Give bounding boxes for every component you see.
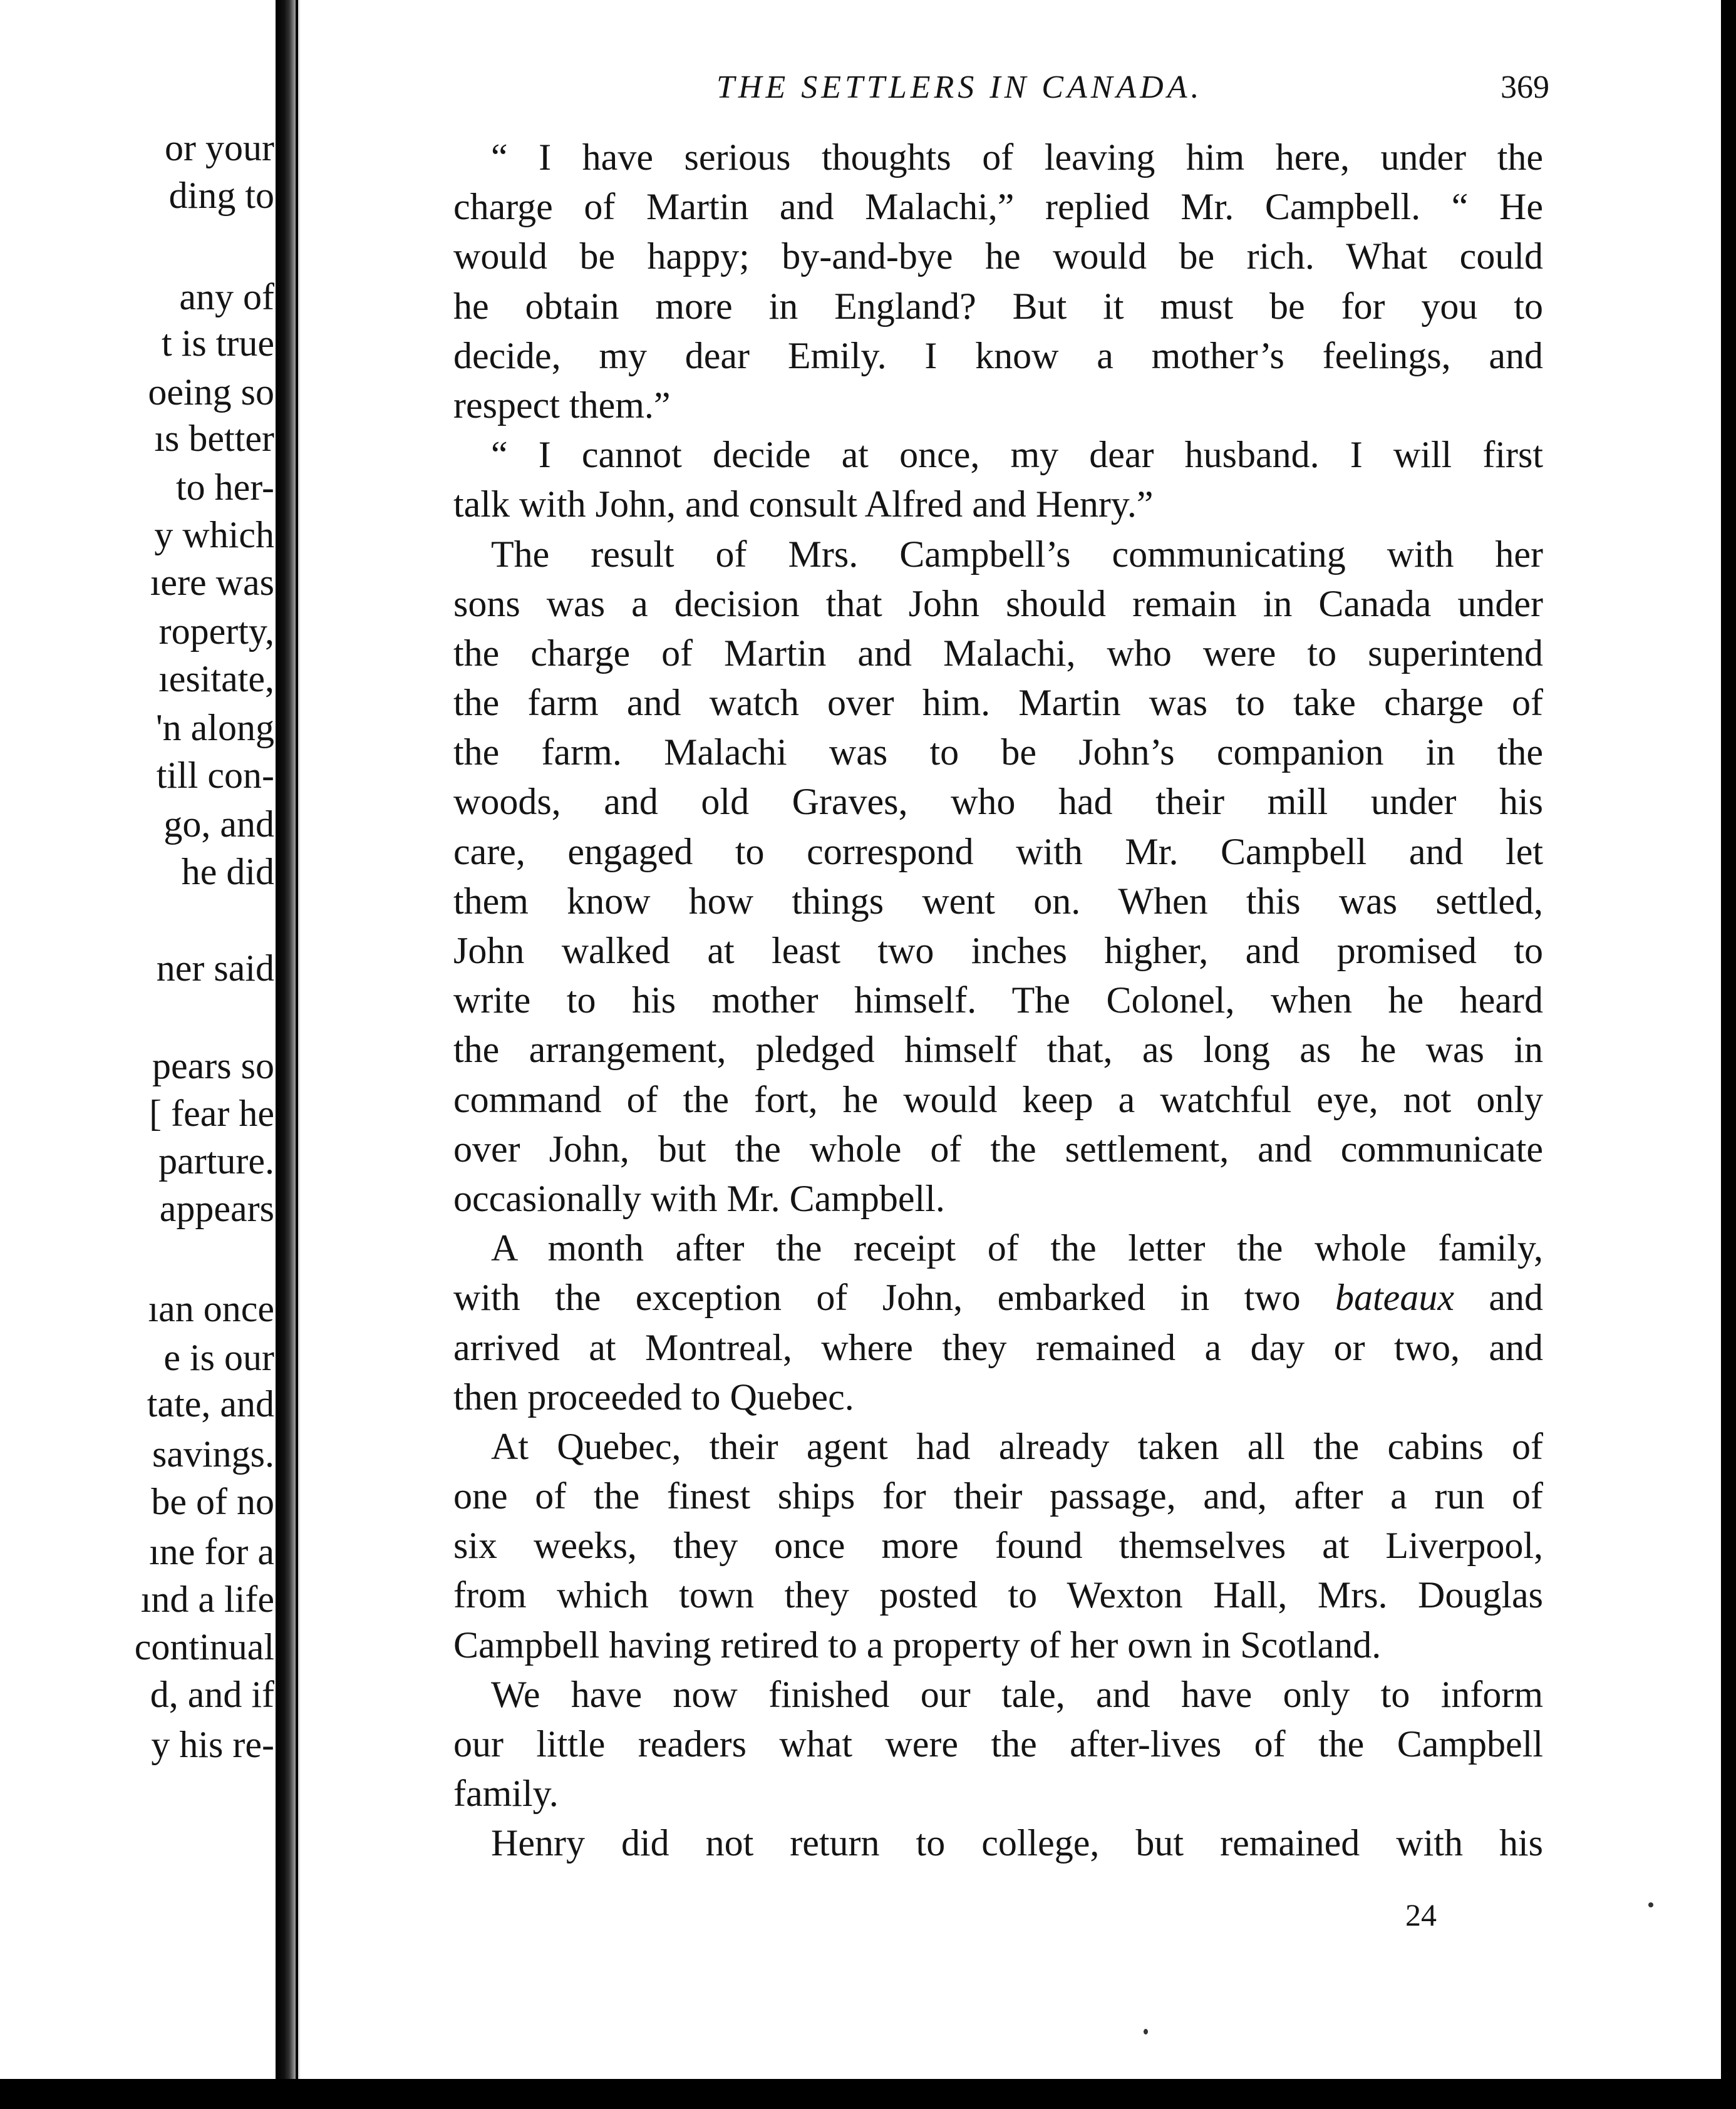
left-page-line: ıesitate, <box>158 658 274 699</box>
gutter-rule <box>296 0 298 2079</box>
left-page-line: d, and if <box>150 1674 274 1715</box>
running-title: THE SETTLERS IN CANADA. <box>716 70 1203 105</box>
print-speck <box>1648 1902 1653 1907</box>
left-page-line: 'n along <box>155 707 274 748</box>
left-page-line: oeing so <box>148 371 274 413</box>
left-page-line: pears so <box>152 1045 274 1086</box>
left-page-line: ıs better <box>154 418 274 459</box>
left-page-line: any of <box>179 276 274 317</box>
left-page-line: t is true <box>162 322 274 364</box>
text-line: with the exception of John, embarked in two bateaux and <box>453 1277 1543 1319</box>
text-line: Campbell having retired to a property of her own in Scotland. <box>453 1624 1382 1666</box>
left-page-line: ding to <box>168 175 274 216</box>
text-line: “ I cannot decide at once, my dear husband. I will first <box>491 434 1543 476</box>
text-line: six weeks, they once more found themselves at Liverpool, <box>453 1525 1543 1567</box>
left-page-line: ıere was <box>150 562 274 603</box>
text-line: would be happy; by-and-bye he would be rich. What could <box>453 235 1543 277</box>
left-page-line: e is our <box>163 1337 274 1378</box>
left-page-line: he did <box>181 851 274 892</box>
text-line: At Quebec, their agent had already taken all the cabins of <box>491 1425 1543 1467</box>
left-page-line: till con- <box>156 755 274 796</box>
text-line: one of the finest ships for their passage, and, after a run of <box>453 1475 1543 1517</box>
text-line: from which town they posted to Wexton Hall, Mrs. Douglas <box>453 1574 1543 1616</box>
text-line: Henry did not return to college, but remained with his <box>491 1822 1543 1864</box>
text-line: “ I have serious thoughts of leaving him here, under the <box>491 137 1543 178</box>
left-page-line: roperty, <box>158 611 274 652</box>
left-page-line: or your <box>165 127 274 168</box>
left-page-line: ıan once <box>148 1288 274 1329</box>
text-line: occasionally with Mr. Campbell. <box>453 1177 945 1219</box>
left-page-line: y which <box>154 514 274 555</box>
scan-edge-bottom <box>0 2079 1736 2109</box>
left-page-line: y his re- <box>151 1724 274 1765</box>
text-line: We have now finished our tale, and have only to inform <box>491 1673 1543 1715</box>
left-page-line: [ fear he <box>149 1093 274 1134</box>
text-line: A month after the receipt of the letter the whole family, <box>491 1227 1543 1269</box>
left-page-line: go, and <box>163 803 274 845</box>
text-line: John walked at least two inches higher, and promised to <box>453 930 1543 971</box>
left-page-line: ner said <box>156 947 274 989</box>
signature-mark: 24 <box>1405 1897 1437 1932</box>
left-page-line: appears <box>159 1188 274 1229</box>
text-line: care, engaged to correspond with Mr. Campbell and let <box>453 830 1543 872</box>
text-line: he obtain more in England? But it must be for you to <box>453 285 1543 327</box>
text-line: them know how things went on. When this was settled, <box>453 880 1543 922</box>
page-number: 369 <box>1501 70 1549 105</box>
italic-word: bateaux <box>1335 1277 1454 1319</box>
left-page-line: parture. <box>158 1140 274 1182</box>
text-line: the farm. Malachi was to be John’s companion in the <box>453 731 1543 773</box>
print-speck <box>1144 2029 1148 2034</box>
text-line: the arrangement, pledged himself that, as long as he was in <box>453 1029 1543 1071</box>
text-line: write to his mother himself. The Colonel, when he heard <box>453 979 1543 1021</box>
text-line: then proceeded to Quebec. <box>453 1376 854 1418</box>
body-text <box>453 133 1543 1869</box>
left-page-line: continual <box>134 1626 274 1668</box>
text-line: talk with John, and consult Alfred and Henry.” <box>453 483 1154 525</box>
text-line: command of the fort, he would keep a watchful eye, not only <box>453 1078 1543 1120</box>
text-line: over John, but the whole of the settlement, and communicate <box>453 1128 1543 1170</box>
book-page <box>303 0 1718 2079</box>
text-line: sons was a decision that John should remain in Canada under <box>453 582 1543 624</box>
text-line: woods, and old Graves, who had their mill under his <box>453 781 1543 823</box>
left-page-line: to her- <box>175 467 274 508</box>
left-page-line: tate, and <box>147 1383 274 1425</box>
text-line: the farm and watch over him. Martin was to take charge of <box>453 682 1543 724</box>
previous-page-fragment <box>0 0 276 2079</box>
text-line: The result of Mrs. Campbell’s communicating with her <box>491 533 1543 575</box>
left-page-line: ınd a life <box>140 1579 274 1620</box>
left-page-line: savings. <box>152 1433 274 1475</box>
left-page-line: be of no <box>151 1481 274 1522</box>
text-line: arrived at Montreal, where they remained a day or two, and <box>453 1326 1543 1368</box>
text-line: our little readers what were the after-lives of the Campbell <box>453 1723 1543 1765</box>
scan-edge-right <box>1721 0 1736 2109</box>
text-line: charge of Martin and Malachi,” replied Mr. Campbell. “ He <box>453 186 1543 228</box>
text-line: family. <box>453 1773 559 1815</box>
left-page-line: ıne for a <box>149 1531 274 1572</box>
text-line: the charge of Martin and Malachi, who were to superintend <box>453 632 1543 674</box>
text-line: decide, my dear Emily. I know a mother’s feelings, and <box>453 334 1543 376</box>
text-line: respect them.” <box>453 384 671 426</box>
